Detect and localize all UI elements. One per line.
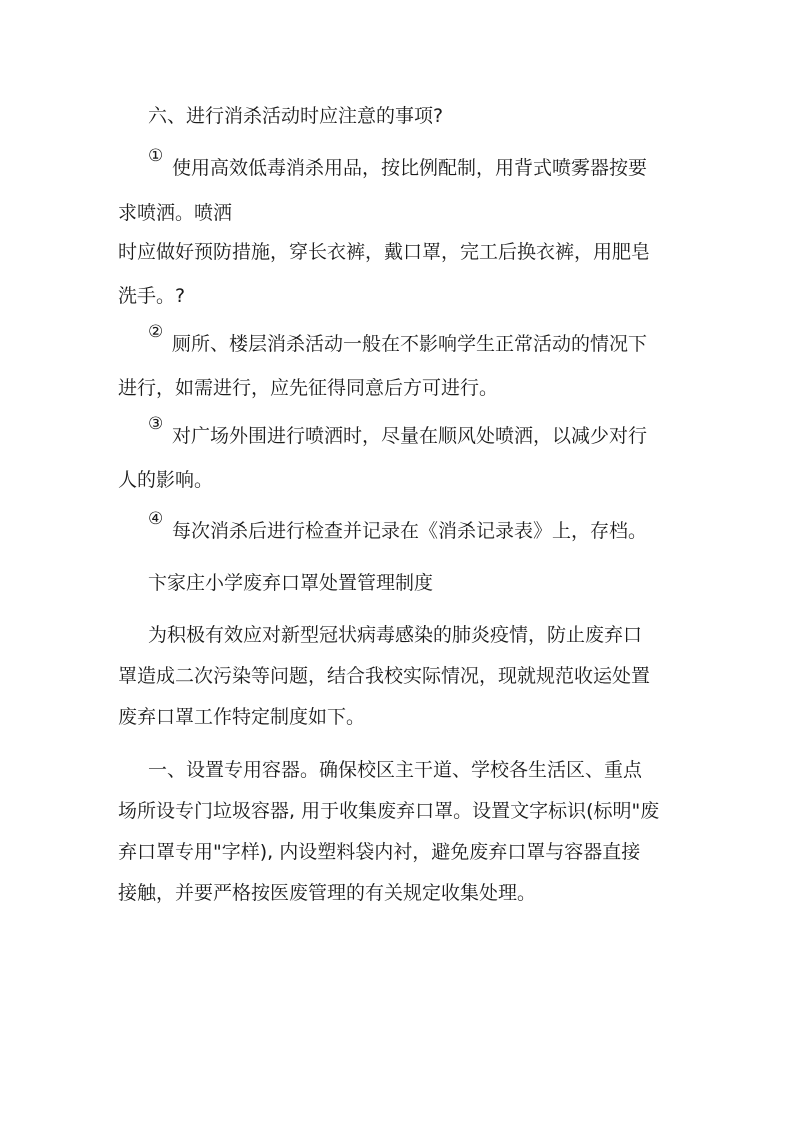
item-1-line-2: 求喷洒。喷洒 xyxy=(118,202,233,224)
item-4-line-1: 每次消杀后进行检查并记录在《消杀记录表》上，存档。 xyxy=(172,520,648,542)
item-2-line-1: 厕所、楼层消杀活动一般在不影响学生正常活动的情况下 xyxy=(172,333,648,355)
item-2-line-2: 进行，如需进行，应先征得同意后方可进行。 xyxy=(118,377,499,399)
item-3-marker: ③ xyxy=(148,414,164,434)
item-2-marker: ② xyxy=(148,322,164,342)
section-title: 卞家庄小学废弃口罩处置管理制度 xyxy=(148,572,434,594)
intro-line-2: 罩造成二次污染等问题，结合我校实际情况，现就规范收运处置 xyxy=(118,665,651,687)
item-1-line-1: 使用高效低毒消杀用品，按比例配制，用背式喷雾器按要 xyxy=(172,157,648,179)
item-1-line-3: 时应做好预防措施，穿长衣裤，戴口罩，完工后换衣裤，用肥皂 xyxy=(118,241,651,263)
point-1-line-3: 弃口罩专用"字样), 内设塑料袋内衬，避免废弃口罩与容器直接 xyxy=(118,841,641,863)
item-1-line-4: 洗手。? xyxy=(118,285,186,307)
point-1-line-2: 场所设专门垃圾容器, 用于收集废弃口罩。设置文字标识(标明"废 xyxy=(118,800,660,822)
item-3-line-1: 对广场外围进行喷洒时，尽量在顺风处喷洒，以减少对行 xyxy=(172,425,648,447)
item-3-line-2: 人的影响。 xyxy=(118,469,214,491)
point-1-line-1: 一、设置专用容器。确保校区主干道、学校各生活区、重点 xyxy=(148,759,643,781)
intro-line-1: 为积极有效应对新型冠状病毒感染的肺炎疫情，防止废弃口 xyxy=(148,624,643,646)
intro-line-3: 废弃口罩工作特定制度如下。 xyxy=(118,706,366,728)
item-4-marker: ④ xyxy=(148,509,164,529)
item-1-marker: ① xyxy=(148,146,164,166)
point-1-line-4: 接触，并要严格按医废管理的有关规定收集处理。 xyxy=(118,882,537,904)
heading-section-6: 六、进行消杀活动时应注意的事项? xyxy=(148,105,444,127)
